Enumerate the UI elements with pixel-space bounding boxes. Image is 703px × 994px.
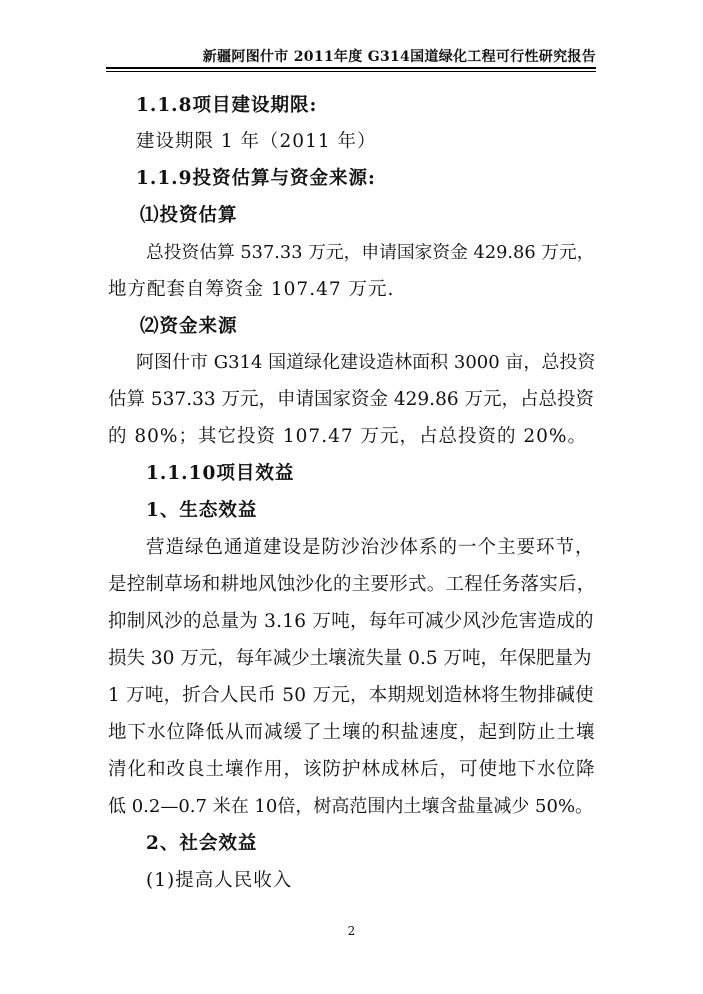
paragraph-line: 阿图什市 G314 国道绿化建设造林面积 3000 亩，总投资 (136, 352, 596, 373)
paragraph-line: 总投资估算 537.33 万元，申请国家资金 429.86 万元， (146, 243, 595, 263)
paragraph-line: 损失 30 万元，每年减少土壤流失量 0.5 万吨，年保肥量为 (108, 648, 592, 669)
paragraph-line: 的 80%；其它投资 107.47 万元，占总投资的 20%。 (108, 426, 587, 447)
paragraph-line: 地方配套自筹资金 107.47 万元. (108, 279, 395, 300)
paragraph-line: 是控制草场和耕地风蚀沙化的主要形式。工程任务落实后， (108, 574, 596, 595)
header-rule-thin (106, 71, 596, 72)
heading-project-benefits: 1.1.10项目效益 (146, 463, 295, 484)
running-header: 新疆阿图什市 2011年度 G314国道绿化工程可行性研究报告 (202, 49, 596, 65)
header-rule-thick (106, 67, 596, 69)
paragraph-line: 1 万吨，折合人民币 50 万元，本期规划造林将生物排碱使 (108, 685, 594, 706)
paragraph-line: 营造绿色通道建设是防沙治沙体系的一个主要环节， (146, 537, 595, 558)
paragraph-line: 清化和改良土壤作用，该防护林成林后，可使地下水位降 (108, 759, 596, 780)
paragraph-line: 建设期限 1 年（2011 年） (136, 131, 377, 152)
subheading-funding-source: ⑵资金来源 (140, 316, 238, 337)
paragraph-line: 低 0.2—0.7 米在 10倍，树高范围内土壤含盐量减少 50%。 (108, 796, 594, 817)
heading-construction-period: 1.1.8项目建设期限: (136, 95, 318, 116)
paragraph-line: 地下水位降低从而减缓了土壤的积盐速度，起到防止土壤 (108, 722, 596, 743)
paragraph-line: (1)提高人民收入 (146, 870, 293, 891)
page-number: 2 (347, 924, 356, 938)
subheading-social-benefits: 2、社会效益 (146, 833, 258, 854)
subheading-ecological-benefits: 1、生态效益 (146, 500, 258, 521)
heading-investment-funding: 1.1.9投资估算与资金来源: (136, 168, 376, 189)
subheading-investment-estimate: ⑴投资估算 (140, 205, 238, 226)
paragraph-line: 估算 537.33 万元，申请国家资金 429.86 万元，占总投资 (108, 389, 594, 410)
paragraph-line: 抑制风沙的总量为 3.16 万吨，每年可减少风沙危害造成的 (108, 611, 594, 632)
